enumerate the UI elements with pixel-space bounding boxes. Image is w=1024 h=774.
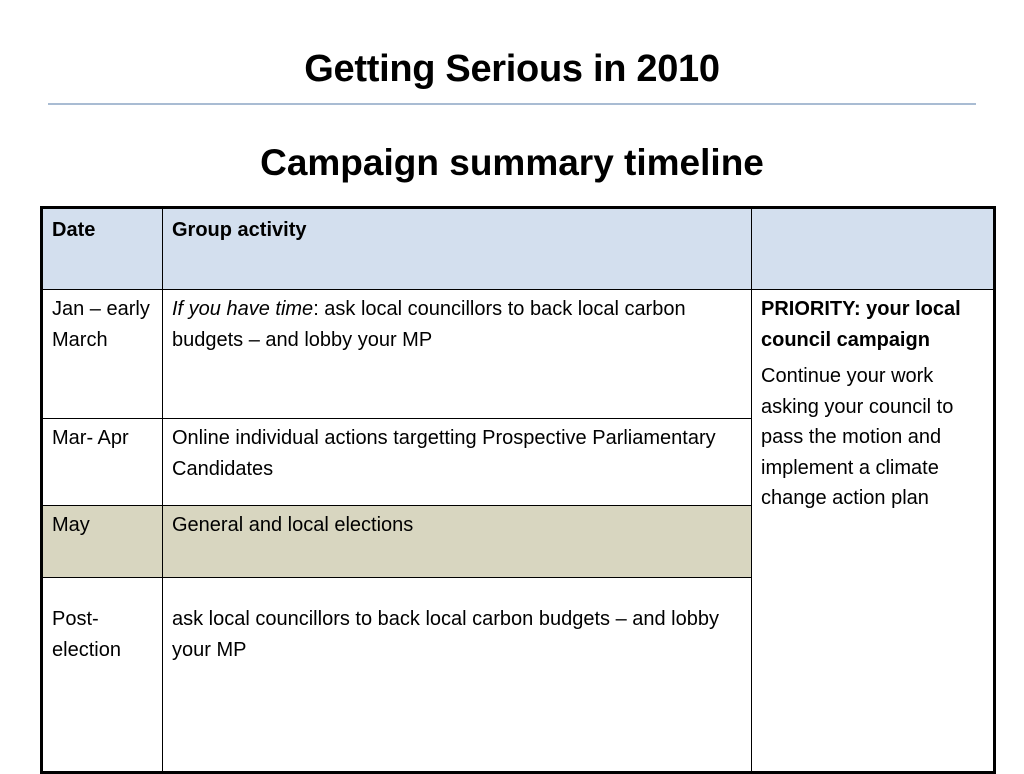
header-extra (752, 208, 995, 290)
header-group-activity: Group activity (163, 208, 752, 290)
activity-cell (163, 290, 752, 419)
activity-cell: General and local elections (163, 506, 752, 578)
priority-heading: PRIORITY: your local council campaign (761, 298, 961, 351)
date-cell: May (42, 506, 163, 578)
table-row (42, 290, 995, 419)
campaign-timeline-table (40, 206, 996, 774)
activity-lead-text: If you have time (172, 298, 314, 320)
activity-cell: Online individual actions targetting Prospective Parliamentary Candidates (163, 419, 752, 506)
activity-cell: ask local councillors to back local carbon budgets – and lobby your MP (163, 578, 752, 773)
priority-cell (752, 290, 995, 773)
date-cell: Post-election (42, 578, 163, 773)
table-header-row (42, 208, 995, 290)
title-divider (48, 103, 976, 105)
header-date: Date (42, 208, 163, 290)
date-cell: Jan – early March (42, 290, 163, 419)
slide-subtitle: Campaign summary timeline (260, 142, 764, 183)
activity-text: : ask local councillors to back local carbon budgets – and lobby your MP (172, 298, 686, 351)
date-cell: Mar- Apr (42, 419, 163, 506)
slide-title: Getting Serious in 2010 (304, 48, 720, 90)
priority-body: Continue your work asking your council to pass the motion and implement a climate change action plan (761, 365, 954, 509)
